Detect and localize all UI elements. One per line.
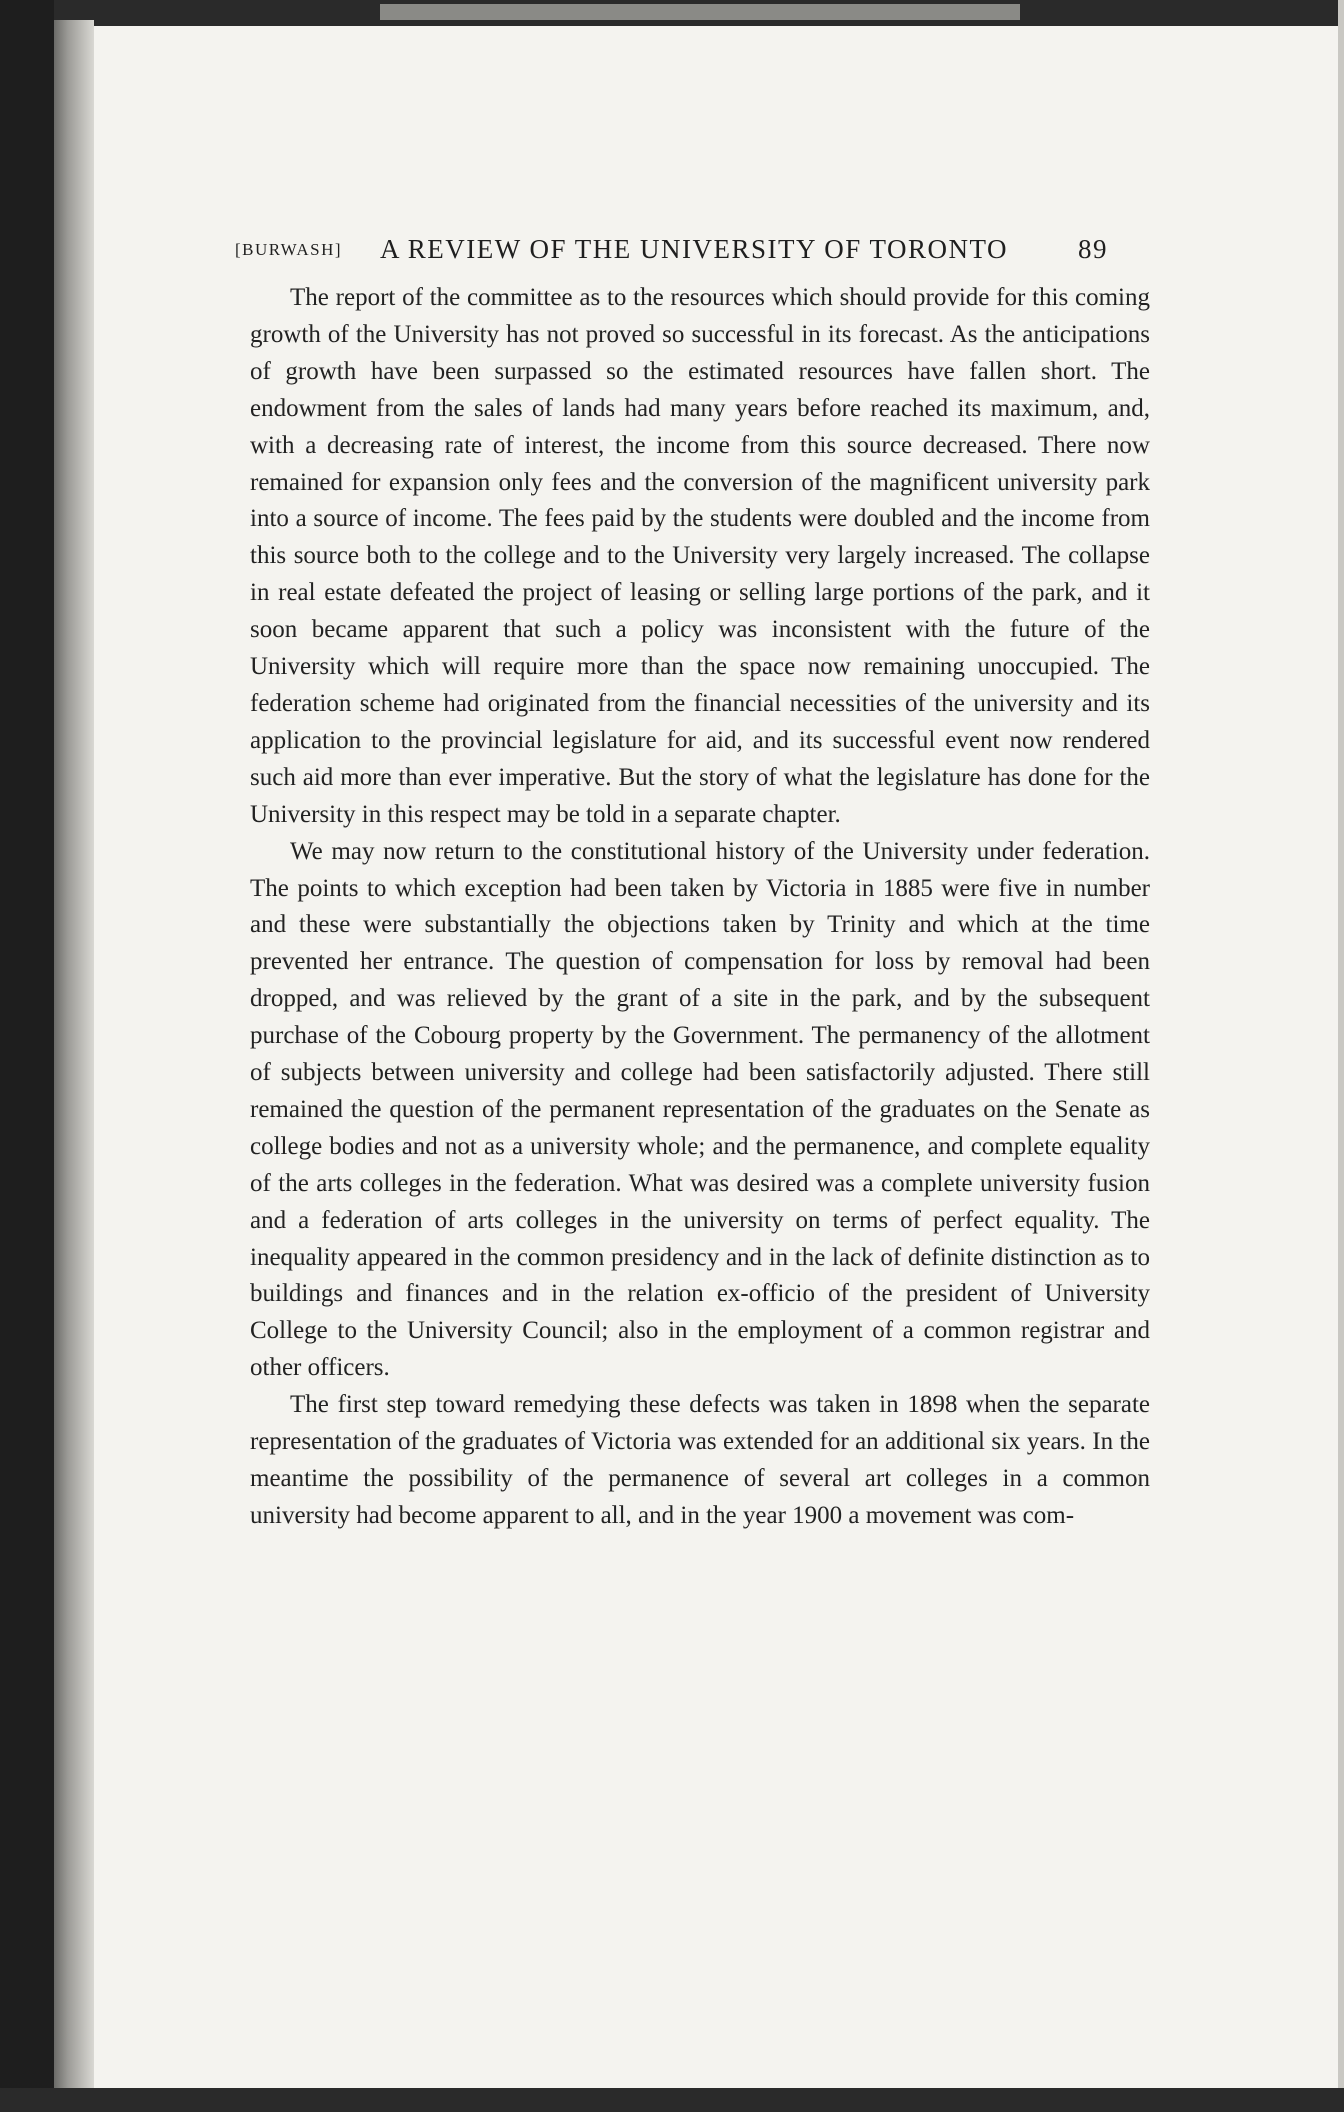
- paragraph-2: We may now return to the constitutional history of the University under federation. The points to which exception had been taken by Victoria in 1885 were five in number and these were substantially the objections taken by Trinity and which at the time prevented her entrance. The question of compensation for loss by removal had been dropped, and was relieved by the grant of a site in the park, and by the subsequent purchase of the Cobourg property by the Government. The permanency of the allotment of subjects between university and college had been satisfactorily adjusted. There still remained the question of the permanent representation of the graduates on the Senate as college bodies and not as a university whole; and the permanence, and complete equality of the arts colleges in the federation. What was desired was a complete university fusion and a federation of arts colleges in the university on terms of perfect equality. The inequality appeared in the common presidency and in the lack of definite distinction as to buildings and finances and in the relation ex-officio of the president of University College to the University Council; also in the employment of a common registrar and other officers.: [250, 837, 1150, 1382]
- scanner-top-border: [0, 0, 1344, 26]
- book-spine-shadow: [54, 20, 94, 2090]
- page-content: [235, 230, 1150, 1535]
- running-head: [235, 230, 1150, 274]
- running-head-author: [BURWASH]: [235, 240, 343, 259]
- scanner-left-border: [0, 0, 54, 2112]
- paragraph-3: The first step toward remedying these defects was taken in 1898 when the separate representation of the graduates of Victoria was extended for an additional six years. In the meantime the possibility of the permanence of several art colleges in a common university had become apparent to all, and in the year 1900 a movement was com-: [250, 1391, 1150, 1529]
- scanner-right-border: [1338, 0, 1344, 2112]
- running-head-title: A REVIEW OF THE UNIVERSITY OF TORONTO: [380, 234, 1009, 264]
- body-text: [250, 280, 1150, 1535]
- paragraph-1: The report of the committee as to the resources which should provide for this coming growth of the University has not proved so successful in its forecast. As the anticipations of growth have been surpassed so the estimated resources have fallen short. The endowment from the sales of lands had many years before reached its maximum, and, with a decreasing rate of interest, the income from this source decreased. There now remained for expansion only fees and the conversion of the magnificent university park into a source of income. The fees paid by the students were doubled and the income from this source both to the college and to the University very largely increased. The collapse in real estate defeated the project of leasing or selling large portions of the park, and it soon became apparent that such a policy was inconsistent with the future of the University which will require more than the space now remaining unoccupied. The federation scheme had originated from the financial necessities of the university and its application to the provincial legislature for aid, and its successful event now rendered such aid more than ever imperative. But the story of what the legislature has done for the University in this respect may be told in a separate chapter.: [250, 284, 1150, 828]
- scanner-bottom-border: [0, 2088, 1344, 2112]
- page-number: 89: [1078, 234, 1108, 264]
- scanner-top-strip: [380, 4, 1020, 20]
